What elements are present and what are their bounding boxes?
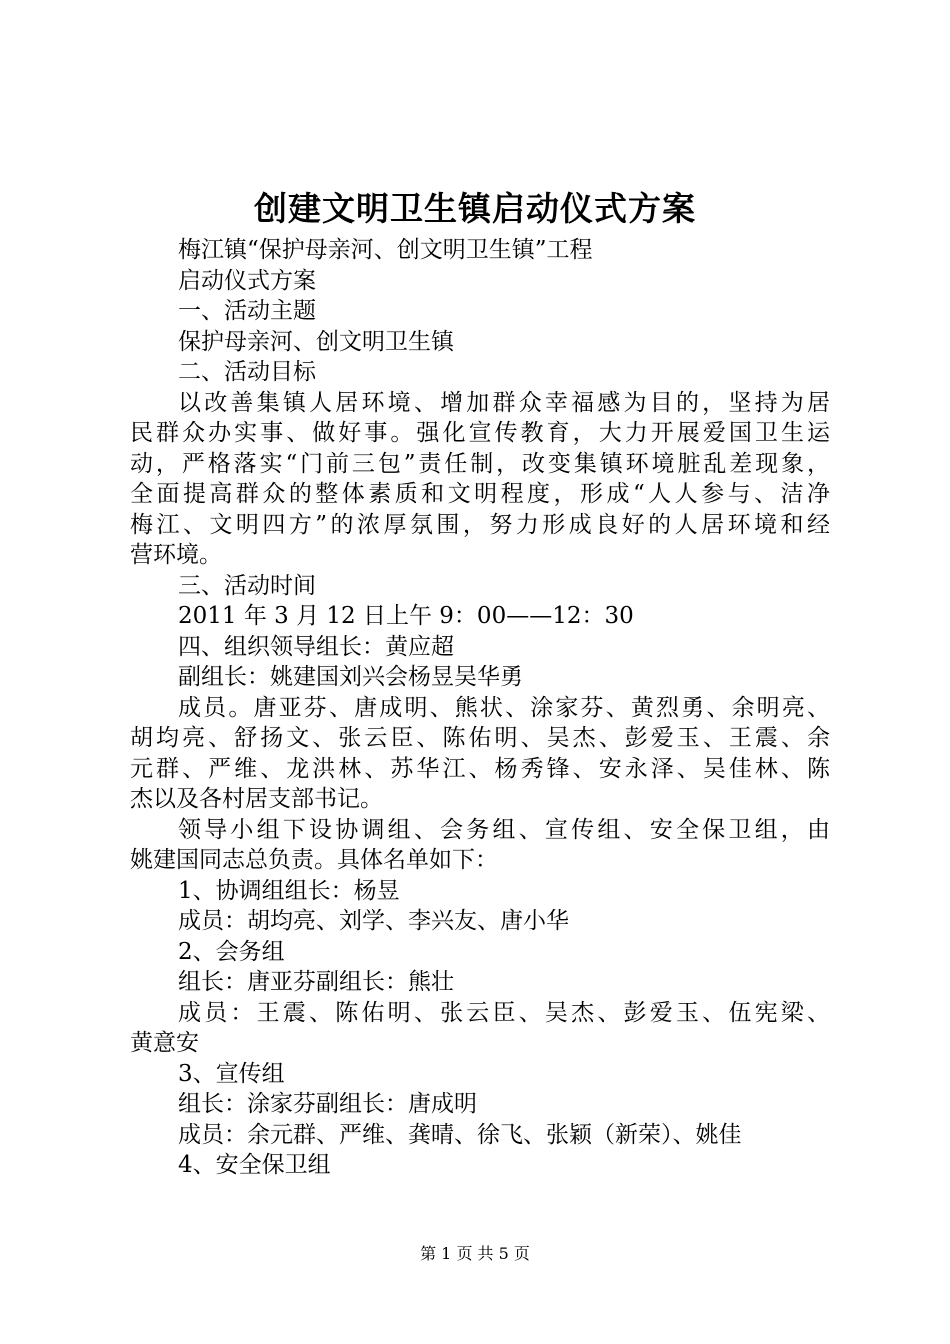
body-line: 胡均亮、舒扬文、张云臣、陈佑明、吴杰、彭爱玉、王震、余 [130,725,830,751]
body-line: 4、安全保卫组 [178,1152,331,1178]
body-line: 民群众办实事、做好事。强化宣传教育，大力开展爱国卫生运 [130,420,830,446]
document-title: 创建文明卫生镇启动仪式方案 [254,189,696,228]
body-line: 杰以及各村居支部书记。 [130,786,383,812]
body-line: 一、活动主题 [178,298,316,324]
body-line: 副组长：姚建国刘兴会杨昱吴华勇 [178,664,523,690]
body-line: 四、组织领导组长：黄应超 [178,633,454,660]
body-line: 2011 年 3 月 12 日上午 9：00——12：30 [178,603,634,629]
body-line: 启动仪式方案 [178,267,316,294]
body-line: 三、活动时间 [178,572,316,599]
body-line: 梅江、文明四方”的浓厚氛围，努力形成良好的人居环境和经 [130,511,830,538]
body-line: 2、会务组 [178,938,285,965]
document-body [130,235,830,1181]
body-line: 以改善集镇人居环境、增加群众幸福感为目的，坚持为居 [178,389,830,416]
body-line: 梅江镇“保护母亲河、创文明卫生镇”工程 [178,237,593,263]
body-line: 成员：王震、陈佑明、张云臣、吴杰、彭爱玉、伍宪梁、 [178,999,830,1026]
body-line: 成员。唐亚芬、唐成明、熊状、涂家芬、黄烈勇、余明亮、 [178,694,830,721]
body-line: 3、宣传组 [178,1060,285,1087]
body-line: 组长：唐亚芬副组长：熊壮 [178,969,454,995]
body-line: 动，严格落实“门前三包”责任制，改变集镇环境脏乱差现象， [130,450,830,477]
body-line: 成员：胡均亮、刘学、李兴友、唐小华 [178,908,569,934]
body-line: 1、协调组组长：杨昱 [178,877,400,904]
body-line: 全面提高群众的整体素质和文明程度，形成“人人参与、洁净 [130,481,830,507]
body-line: 领导小组下设协调组、会务组、宣传组、安全保卫组，由 [178,816,830,843]
body-line: 保护母亲河、创文明卫生镇 [178,328,454,355]
body-line: 姚建国同志总负责。具体名单如下： [130,847,498,873]
body-line: 元群、严维、龙洪林、苏华江、杨秀锋、安永泽、吴佳林、陈 [130,755,830,782]
body-line: 营环境。 [130,542,222,568]
body-line: 黄意安 [130,1030,199,1056]
body-line: 组长：涂家芬副组长：唐成明 [178,1091,477,1117]
page-footer: 第 1 页 共 5 页 [420,1244,530,1263]
body-line: 成员：余元群、严维、龚晴、徐飞、张颖（新荣）、姚佳 [178,1121,742,1148]
body-line: 二、活动目标 [178,359,316,385]
